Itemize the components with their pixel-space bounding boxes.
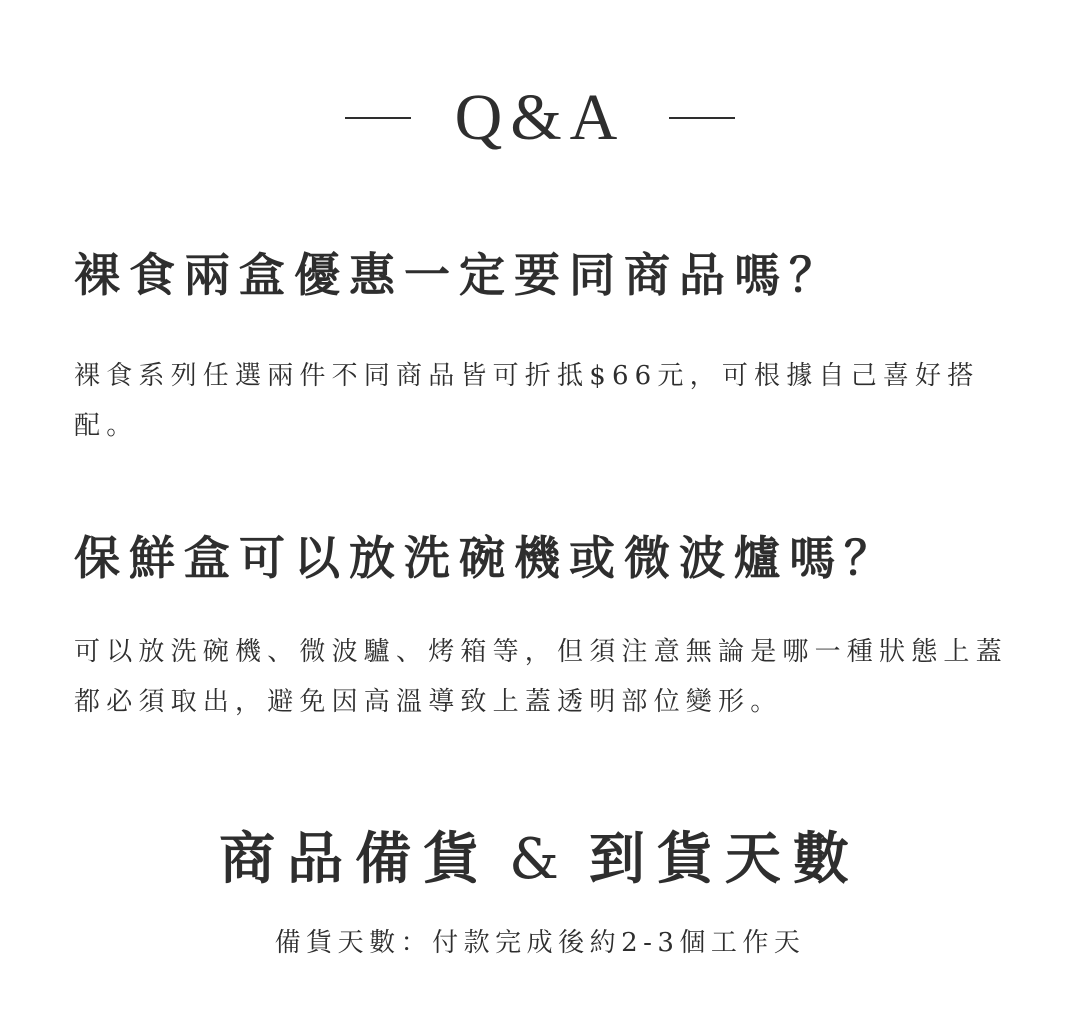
- faq-answer-2: 可以放洗碗機、微波驢、烤箱等，但須注意無論是哪一種狀態上蓋都必須取出，避免因高溫導致上蓋透明部位變形。: [74, 637, 1008, 717]
- shipping-title-left: 商品備貨: [219, 826, 492, 892]
- qa-header: [0, 78, 1080, 158]
- faq-question-2: 保鮮盒可以放洗碗機或微波爐嗎？: [74, 531, 899, 585]
- left-dash-line: [345, 117, 411, 119]
- right-dash-line: [669, 117, 735, 119]
- faq-answer-1: 裸食系列任選兩件不同商品皆可折抵$66元，可根據自己喜好搭配。: [74, 361, 980, 441]
- shipping-title-ampersand: &: [509, 827, 571, 892]
- faq-question-1: 裸食兩盒優惠一定要同商品嗎？: [74, 248, 844, 302]
- shipping-info-text: 備貨天數：付款完成後約2-3個工作天: [274, 928, 806, 958]
- shipping-section-title: [0, 826, 1080, 893]
- shipping-title-right: 到貨天數: [588, 826, 861, 892]
- qa-title: Q&A: [454, 81, 626, 154]
